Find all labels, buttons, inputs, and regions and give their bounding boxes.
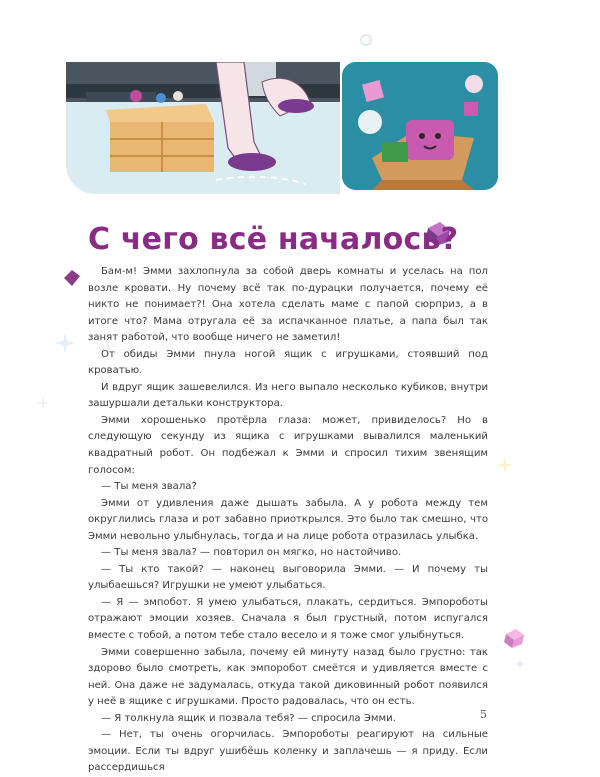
- paragraph: Эмми от удивления даже дышать забыла. А у робота между тем округлились глаза и рот забавно приоткрылся. Это было так смешно, что Эмми невольно улыбнулась, тогда и на лице робота отразилась улыбка.: [88, 497, 488, 542]
- star-icon: [54, 332, 76, 354]
- robot-illustration: [342, 62, 498, 190]
- paragraph: — Нет, ты очень огорчилась. Эмпороботы реагируют на сильные эмоции. Если ты вдруг ушибёшь коленку и заплачешь — я приду. Если рассердишься: [88, 729, 488, 774]
- star-icon-small: [36, 396, 50, 410]
- paragraph: — Ты кто такой? — наконец выговорила Эмми. — И почему ты улыбаешься? Игрушки не умеют улыбаться.: [88, 563, 488, 592]
- star-icon-right: [496, 456, 514, 474]
- paragraph: — Ты меня звала? — повторил он мягко, но настойчиво.: [101, 547, 402, 559]
- paragraph: — Ты меня звала?: [101, 481, 197, 493]
- toy-box: [106, 104, 214, 172]
- paragraph: — Я толкнула ящик и позвала тебя? — спросила Эмми.: [101, 712, 396, 724]
- chapter-text: [88, 264, 488, 777]
- robot-scene: [342, 62, 498, 190]
- paragraph: И вдруг ящик зашевелился. Из него выпало несколько кубиков, внутри зашуршали детальки конструктора.: [88, 381, 488, 410]
- cube-icon-pink: [502, 626, 526, 650]
- paragraph: Эмми хорошенько протёрла глаза: может, привиделось? Но в следующую секунду из ящика с игрушками вывалился маленький квадратный робот. Он подбежал к Эмми и спросил тихим звенящим голосом:: [88, 414, 488, 476]
- paragraph: Бам-м! Эмми захлопнула за собой дверь комнаты и уселась на пол возле кровати. Ну почему всё так по-дурацки получается, почему её никто не понимает?! Она хотела сделать маме с папой сюрприз, а в итоге что? Мама отругала её за испачканное платье, а папа был так занят работой, что вообще ничего не заметил!: [88, 266, 488, 344]
- chapter-title: С чего всё началось?: [88, 222, 459, 257]
- sparkle-icon: [358, 32, 374, 48]
- bedroom-illustration: [66, 62, 340, 194]
- cube-icon-small: [62, 268, 82, 288]
- paragraph: Эмми совершенно забыла, почему ей минуту назад было грустно: так здорово было смотреть, как эмпоробот смеётся и удивляется вместе с ней. Она даже не задумалась, откуда такой диковинный робот появился у неё в ящике с игрушками. Просто радовалась, что он есть.: [88, 646, 488, 708]
- star-icon-tiny: [514, 658, 526, 670]
- paragraph: От обиды Эмми пнула ногой ящик с игрушками, стоявший под кроватью.: [88, 348, 488, 377]
- bedroom-scene: [66, 62, 340, 194]
- page-number: 5: [480, 708, 487, 721]
- paragraph: — Я — эмпобот. Я умею улыбаться, плакать, сердиться. Эмпороботы отражают эмоции хозяев. Сначала я был грустный, потом испугался вместе с тобой, а потом тебе стало весело и я тоже смог улыбнуться.: [88, 596, 488, 642]
- robot: [406, 120, 454, 160]
